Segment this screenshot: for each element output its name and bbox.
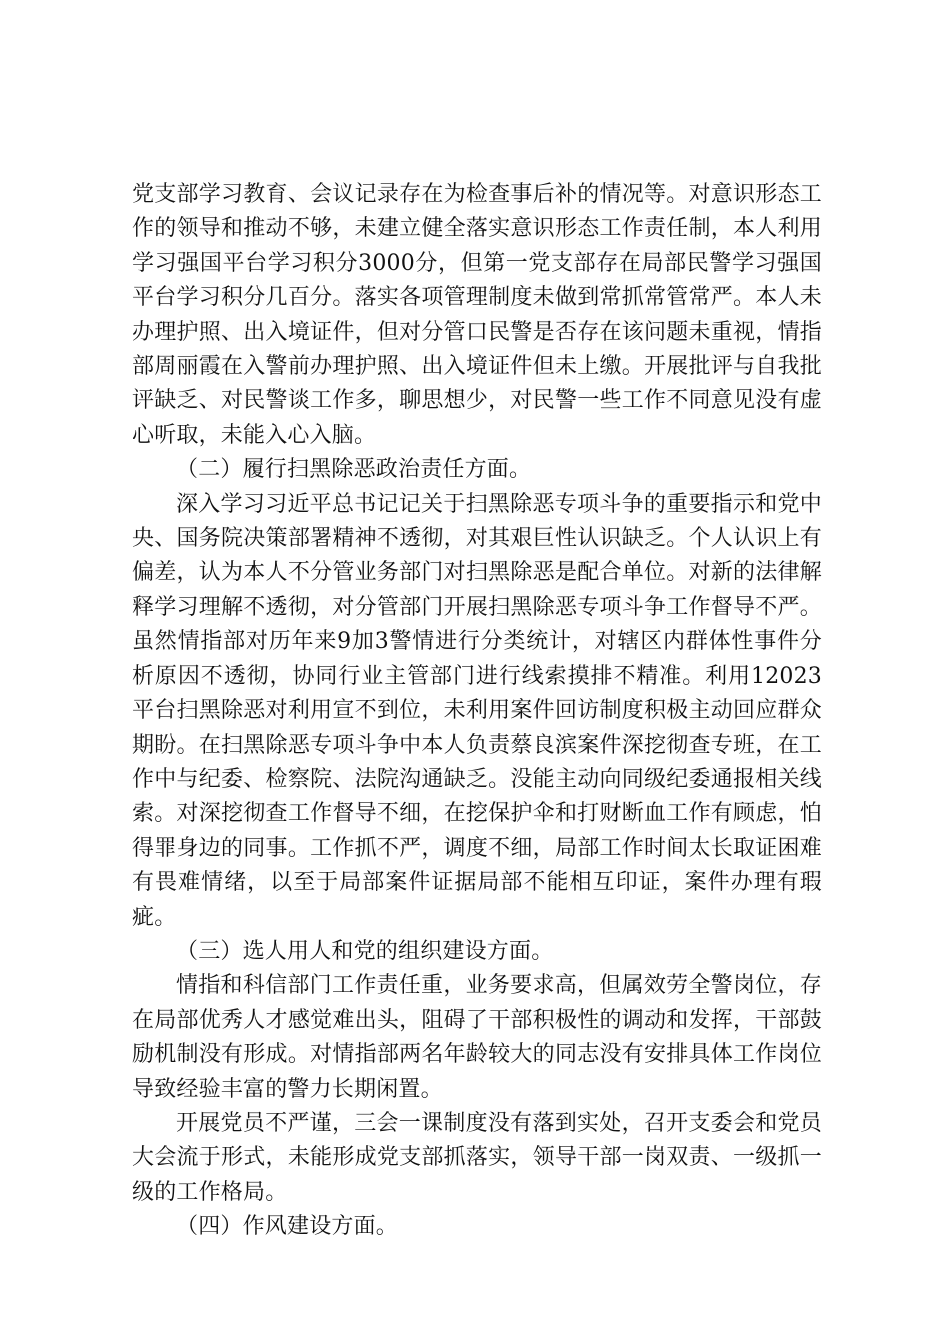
paragraph-continuation: 党支部学习教育、会议记录存在为检查事后补的情况等。对意识形态工作的领导和推动不够，未建立健全落实意识形态工作责任制，本人利用学习强国平台学习积分3000分，但第一党支部存在局部民警学习强国平台学习积分几百分。落实各项管理制度未做到常抓常管常严。本人未办理护照、出入境证件，但对分管口民警是否存在该问题未重视，情指部周丽霞在入警前办理护照、出入境证件但未上缴。开展批评与自我批评缺乏、对民警谈工作多，聊思想少，对民警一些工作不同意见没有虚心听取，未能入心入脑。 <box>132 182 822 448</box>
section-heading-2: （二）履行扫黑除恶政治责任方面。 <box>176 457 532 483</box>
section-heading-4: （四）作风建设方面。 <box>176 1214 399 1240</box>
document-body <box>132 178 822 1245</box>
paragraph-section-3b: 开展党员不严谨，三会一课制度没有落到实处，召开支委会和党员大会流于形式，未能形成党支部抓落实，领导干部一岗双责、一级抓一级的工作格局。 <box>132 1110 822 1205</box>
section-heading-3: （三）选人用人和党的组织建设方面。 <box>176 938 554 964</box>
paragraph-section-3a: 情指和科信部门工作责任重，业务要求高，但属效劳全警岗位，存在局部优秀人才感觉难出头，阻碍了干部积极性的调动和发挥，干部鼓励机制没有形成。对情指部两名年龄较大的同志没有安排具体工作岗位导致经验丰富的警力长期闲置。 <box>132 973 822 1102</box>
paragraph-section-2: 深入学习习近平总书记记关于扫黑除恶专项斗争的重要指示和党中央、国务院决策部署精神不透彻，对其艰巨性认识缺乏。个人认识上有偏差，认为本人不分管业务部门对扫黑除恶是配合单位。对新的法律解释学习理解不透彻，对分管部门开展扫黑除恶专项斗争工作督导不严。虽然情指部对历年来9加3警情进行分类统计，对辖区内群体性事件分析原因不透彻，协同行业主管部门进行线索摸排不精准。利用12023平台扫黑除恶对利用宣不到位，未利用案件回访制度积极主动回应群众期盼。在扫黑除恶专项斗争中本人负责蔡良滨案件深挖彻查专班，在工作中与纪委、检察院、法院沟通缺乏。没能主动向同级纪委通报相关线索。对深挖彻查工作督导不细，在挖保护伞和打财断血工作有顾虑，怕得罪身边的同事。工作抓不严，调度不细，局部工作时间太长取证困难有畏难情绪，以至于局部案件证据局部不能相互印证，案件办理有瑕疵。 <box>132 491 822 930</box>
